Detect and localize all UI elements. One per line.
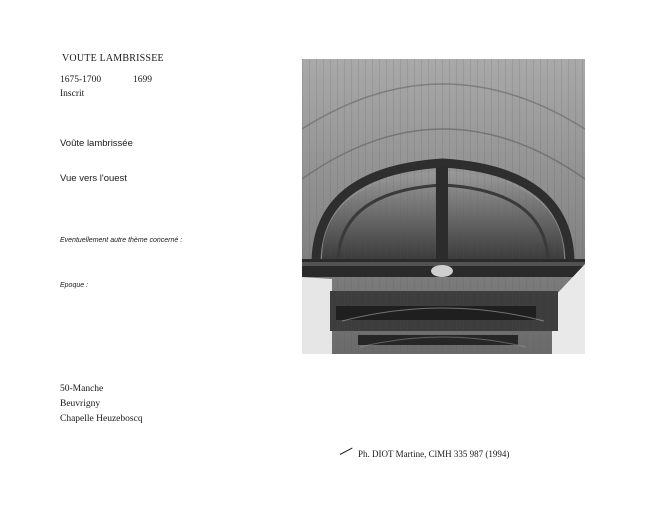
view-label: Vue vers l'ouest: [60, 173, 127, 184]
department: 50-Manche: [60, 384, 104, 394]
record-title: VOUTE LAMBRISSEE: [62, 53, 164, 64]
commune: Beuvrigny: [60, 399, 101, 409]
date-year: 1699: [133, 75, 152, 85]
left-wall: [302, 277, 332, 354]
third-beam: [358, 335, 518, 345]
building-name: Chapelle Heuzeboscq: [60, 414, 143, 424]
theme-field-label: Eventuellement autre thème concerné :: [60, 237, 183, 244]
subject-label: Voûte lambrissée: [60, 138, 133, 149]
protection-status: Inscrit: [60, 89, 85, 99]
king-post: [436, 167, 448, 267]
credit-mark-icon: [340, 447, 353, 454]
beam-boss-icon: [431, 265, 453, 277]
epoque-field-label: Epoque :: [60, 282, 89, 289]
date-range: 1675-1700: [60, 75, 102, 85]
photo-credit: Ph. DIOT Martine, ClMH 335 987 (1994): [358, 449, 510, 459]
vault-photo: [302, 59, 585, 354]
